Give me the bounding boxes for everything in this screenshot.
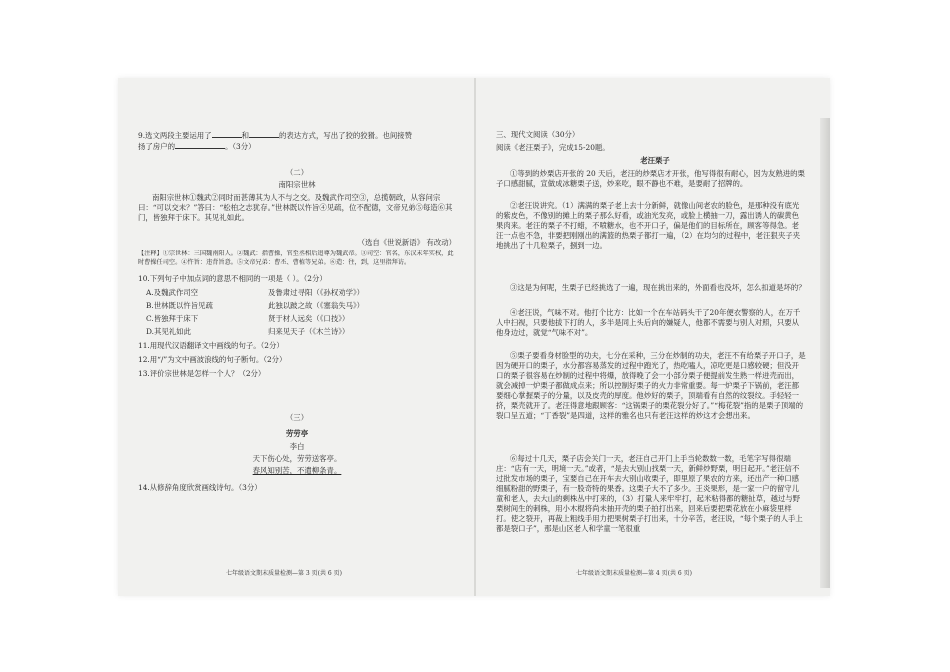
poem-author: 李白 (289, 442, 305, 451)
exam-sheet (118, 78, 830, 596)
q10-option-b-compare: 此独以跛之故（《塞翁失马》） (268, 301, 365, 310)
paragraph-2: ②老汪说讲究。（1）满满的栗子老上去十分新鲜，就像山间老农的脸色，是那种没有底光的紫皮色，不像别的摊上的栗子那么好看，或油光发亮，或脸上横抽一刀，露出诱人的碳黄色果肉来。老汪的栗子不打蜡，不喷糖水，也不开口子，偏是他们的目标所在，顾客等得急。老汪一点也不急，非要把刚刚出的满篮的热栗子都打一遍，（2）在均匀的过程中，老汪狠夹子夹地挑出了十几粒栗子，捌到一边。 (496, 201, 801, 250)
poem-line-2: 春风知别苦，不遣柳条青。 (252, 466, 342, 475)
section-3-title: （三） (285, 413, 309, 422)
question-14: 14.从修辞角度欣赏画线诗句。（3分） (138, 483, 262, 492)
page-fold (474, 78, 476, 596)
q10-option-d-compare: 归来见天子（《木兰诗》） (268, 327, 350, 336)
annotation-notes: 【注释】①宗世林：三国魏南阳人。②魏武：指曹操，官至丞相后追尊为魏武帝。③司空：官名，东汉末年实权，此时曹操任司空。④忤旨：违背旨意。⑤文帝兄弟：曹丕、曹植等兄弟。⑥造：往，到，这里指拜访。 (138, 250, 454, 266)
q10-option-a-compare: 及鲁肃过寻阳（《孙权劝学》） (268, 288, 365, 297)
article-title: 老汪栗子 (640, 156, 670, 165)
page-edge-shadow (820, 118, 830, 588)
q10-option-c: C.皆独拜于床下 (146, 314, 199, 323)
q9-blank-3 (175, 141, 225, 149)
q9-part-c: 的表达方式，写出了狡的狡猾。也间接赞 (278, 131, 413, 140)
question-10: 10.下列句子中加点词的意思不相同的一项是（ ）。（2分） (138, 274, 327, 283)
page-4-footer: 七年级语文期末质量检测—第 4 页(共 6 页) (576, 570, 692, 577)
q10-option-a: A.及魏武作司空 (146, 288, 199, 297)
question-12: 12.用“/”为文中画波浪线的句子断句。（2分） (138, 355, 287, 364)
q10-option-b: B.世林既以忤旨见疏 (146, 301, 213, 310)
q10-option-d: D.其见礼如此 (146, 327, 191, 336)
poem-title: 劳劳亭 (285, 429, 309, 438)
passage-2-source: （选自《世说新语》 有改动） (357, 238, 456, 247)
section-2-title: （二） (285, 168, 309, 177)
q9-part-e: 。（3分） (224, 142, 256, 151)
section-3-heading: 三、现代文阅读（30分） (496, 130, 580, 139)
paragraph-6: ⑥每过十几天，栗子店会关门一天，老汪自己开门上手当轮数数一数，毛笔字写得很端庄：“店有一天，明境一天。”或者，“是去大别山找栗一天，新鲜炒野栗，明日起开。”老汪信不过批发市场的栗子，宝要自己在开车去大别山收栗子，即里原了果农的方来，还出产一种口感细腻粉甜的野栗子，有一股奇特的果香。这栗子大不了多少。王炎果形，是一家一户的留守儿童和老人，去大山的剩株丛中打来的，（3）打量人来牢牢打，起米粘得都的糖扯草，越过与野栗树间生的刺株，用小木棍将尚未抽开壳的栗子拍打出来，回来后要把栗花放在小麻袋里样打。使之裂开，再裁上粗线手用力把果树栗子打出来，十分辛苦，老汪说，“每个栗子的人手上都是裂口子”，那是山区老人和学童一笔很重 (496, 454, 803, 533)
q9-blank-2 (249, 130, 279, 138)
paragraph-1: ①等到的炒栗店开张的 20 天后，老汪的炒栗店才开张，他写得很有耐心，因为友熟进的栗子口感甜腻，宣做成冰糖栗子送，炒来吃，眼不静也不难，是要耐了招牌的。 (496, 169, 805, 188)
q9-part-d: 扬了房户的 (138, 142, 175, 151)
question-11: 11.用现代汉语翻译文中画线的句子。（2分） (138, 341, 284, 350)
q9-part-a: 9.选文两段主要运用了 (138, 131, 212, 140)
passage-2-text: 南阳宗世林①魏武②同时而甚薄其为人不与之交。及魏武作司空③，总揽朝政，从容问宗曰：“可以交未？”答曰：“松柏之志犹存。”世林既以忤旨④见疏，位不配德，文帝兄弟⑤每造⑥其门，皆独拜于床下。其见礼如此。 (138, 193, 453, 222)
passage-2-title: 南阳宗世林 (278, 180, 316, 189)
poem-line-1: 天下伤心处，劳劳送客亭。 (252, 454, 342, 463)
q9-blank-1 (212, 130, 242, 138)
reading-instruction: 阅读《老汪栗子》，完成15-20题。 (496, 143, 610, 152)
question-9 (138, 130, 412, 141)
question-9-cont (138, 141, 256, 152)
paragraph-4: ④老汪说，气味不对。他打个比方：比如一个在车站码头干了20年便衣警察的人，在万千人中扫视，只要他拔下打的人，多半是同上头后向的嫌疑人，他都不需要与别人对照，只要从他身边过，就觉“气味不对”。 (496, 308, 801, 337)
page-4 (496, 78, 814, 596)
paragraph-5: ⑤栗子要看身材脸型的功夫，七分在采种，三分在炒制的功夫，老汪不有给栗子开口子，是因为硬开口的栗子，水分都容易蒸发的过程中跑光了，热吃嗑人，凉吃更是口感较硬；但没开口的栗子很容易在炒制的过程中将爆，放得晚了会一小部分栗子便提前发生熟一样迸壳而出，就会减掉一炉栗子都做成点来；所以控制好栗子的火力非常重要。每一炉栗子下锅前，老汪都要细心掌握栗子的分量，以及皮壳的厚度。他炒好的栗子，顶端看有自然的纹裂纹。手轻轻一挤，栗壳就开了。老汪得意地跟顾客：“这锅栗子的栗花裂分好了。”“梅花裂”指的是栗子顶端的裂口呈五道；“丁香裂”是四道，这样的雅名也只有老汪这样的炒这才会想出来。 (496, 351, 806, 420)
q10-option-c-compare: 贤于材人远矣（《口技》） (268, 314, 350, 323)
page-3-footer: 七年级语文期末质量检测—第 3 页(共 6 页) (226, 570, 342, 577)
q9-part-b: 和 (241, 131, 249, 140)
question-13: 13.评价宗世林是怎样一个人？（2分） (138, 369, 266, 378)
paragraph-3: ③这是为何呢，生栗子已经挑选了一遍，现在挑出来的，外面看也没坏，怎么扣道是坏的？ (510, 283, 806, 292)
page-3 (138, 78, 456, 596)
